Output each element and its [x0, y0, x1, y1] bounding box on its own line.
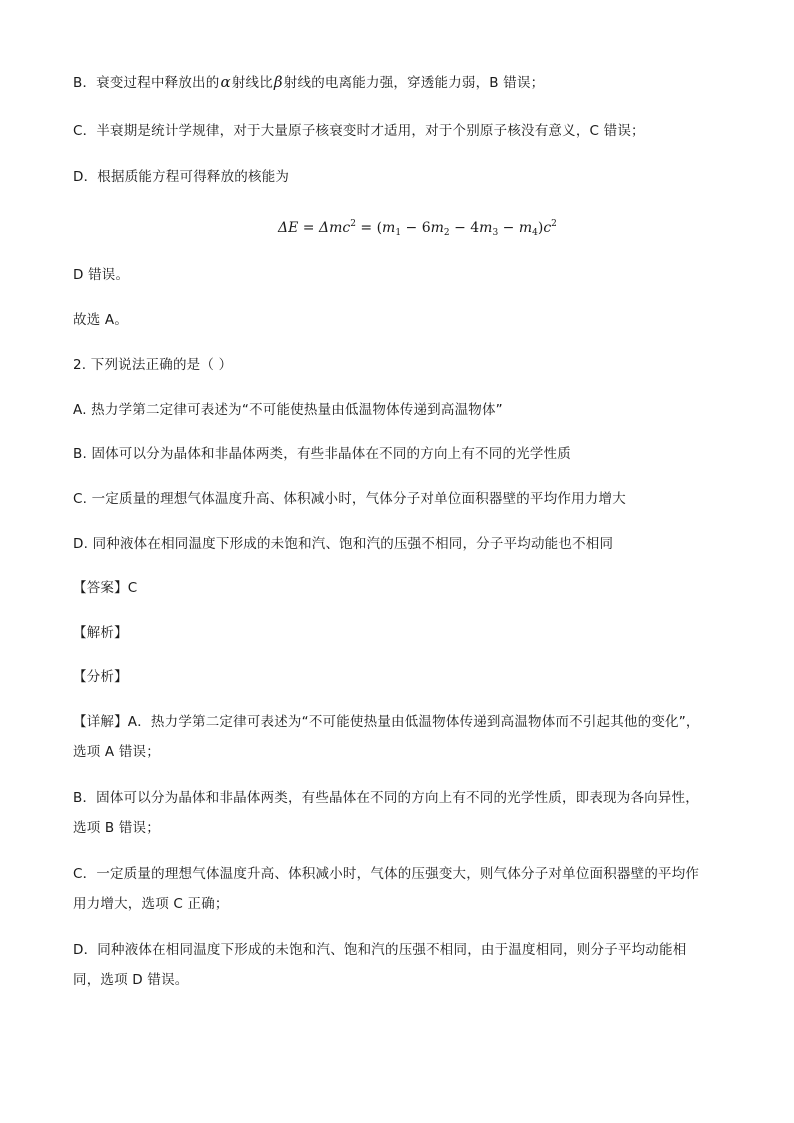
q2-detail-c-line2: 用力增大，选项 C 正确； [73, 896, 229, 912]
q2-detail-b-line2: 选项 B 错误； [73, 820, 160, 836]
explanation-b-mid: 射线比 [231, 75, 273, 91]
q2-detail-d-line2: 同，选项 D 错误。 [73, 972, 189, 988]
formula-eq2: = ( [355, 220, 383, 236]
formula-minus2: − 4 [449, 220, 480, 236]
formula-s1: 1 [395, 228, 402, 238]
formula-c: c [543, 220, 552, 236]
q2-detail-d-line1: D．同种液体在相同温度下形成的未饱和汽、饱和汽的压强不相同，由于温度相同，则分子平均动能相 [73, 942, 687, 958]
beta-symbol: β [273, 73, 283, 91]
formula-m1: m [382, 220, 396, 236]
q2-stem: 2. 下列说法正确的是（ ） [73, 357, 233, 373]
q2-detail-a-line2: 选项 A 错误； [73, 744, 160, 760]
formula-sq1: 2 [350, 219, 356, 229]
formula-minus1: − 6 [401, 220, 431, 236]
formula-m2: m [430, 220, 444, 236]
formula-s4: 4 [532, 228, 538, 238]
q2-option-c: C. 一定质量的理想气体温度升高、体积减小时，气体分子对单位面积器壁的平均作用力增大 [73, 491, 626, 507]
explanation-d: D．根据质能方程可得释放的核能为 [73, 169, 290, 185]
formula-close: ) [537, 220, 544, 236]
q2-answer: 【答案】C [73, 580, 138, 596]
formula-m3: m [479, 220, 493, 236]
formula-s3: 3 [492, 228, 499, 238]
q2-option-b: B. 固体可以分为晶体和非晶体两类，有些非晶体在不同的方向上有不同的光学性质 [73, 446, 571, 462]
formula-delta-e: ΔE [278, 220, 299, 236]
q2-analysis-heading: 【解析】 [73, 625, 128, 641]
formula-sq2: 2 [551, 219, 557, 229]
explanation-c: C．半衰期是统计学规律，对于大量原子核衰变时才适用，对于个别原子核没有意义，C 错误； [73, 123, 645, 139]
q2-detail-a-line1: 【详解】A．热力学第二定律可表述为“不可能使热量由低温物体传递到高温物体而不引起其他的变化”， [73, 714, 700, 730]
explanation-b-prefix: B．衰变过程中释放出的 [73, 75, 220, 91]
explanation-d-wrong: D 错误。 [73, 267, 130, 283]
formula-delta-mc: Δmc [318, 220, 351, 236]
formula-s2: 2 [443, 228, 450, 238]
q2-option-a: A. 热力学第二定律可表述为“不可能使热量由低温物体传递到高温物体” [73, 402, 503, 418]
mass-energy-formula [278, 214, 557, 243]
formula-minus3: − [498, 220, 519, 236]
formula-m4: m [518, 220, 533, 236]
q1-conclusion: 故选 A。 [73, 312, 129, 328]
formula-eq1: = [298, 220, 319, 236]
q2-option-d: D. 同种液体在相同温度下形成的未饱和汽、饱和汽的压强不相同，分子平均动能也不相同 [73, 536, 614, 552]
explanation-b [73, 72, 544, 93]
explanation-b-suffix: 射线的电离能力强，穿透能力弱，B 错误； [283, 75, 545, 91]
q2-detail-b-line1: B．固体可以分为晶体和非晶体两类，有些晶体在不同的方向上有不同的光学性质，即表现为各向异性， [73, 790, 699, 806]
q2-detail-c-line1: C．一定质量的理想气体温度升高、体积减小时，气体的压强变大，则气体分子对单位面积器壁的平均作 [73, 866, 700, 882]
q2-fenxi-heading: 【分析】 [73, 669, 128, 685]
alpha-symbol: α [220, 73, 231, 91]
